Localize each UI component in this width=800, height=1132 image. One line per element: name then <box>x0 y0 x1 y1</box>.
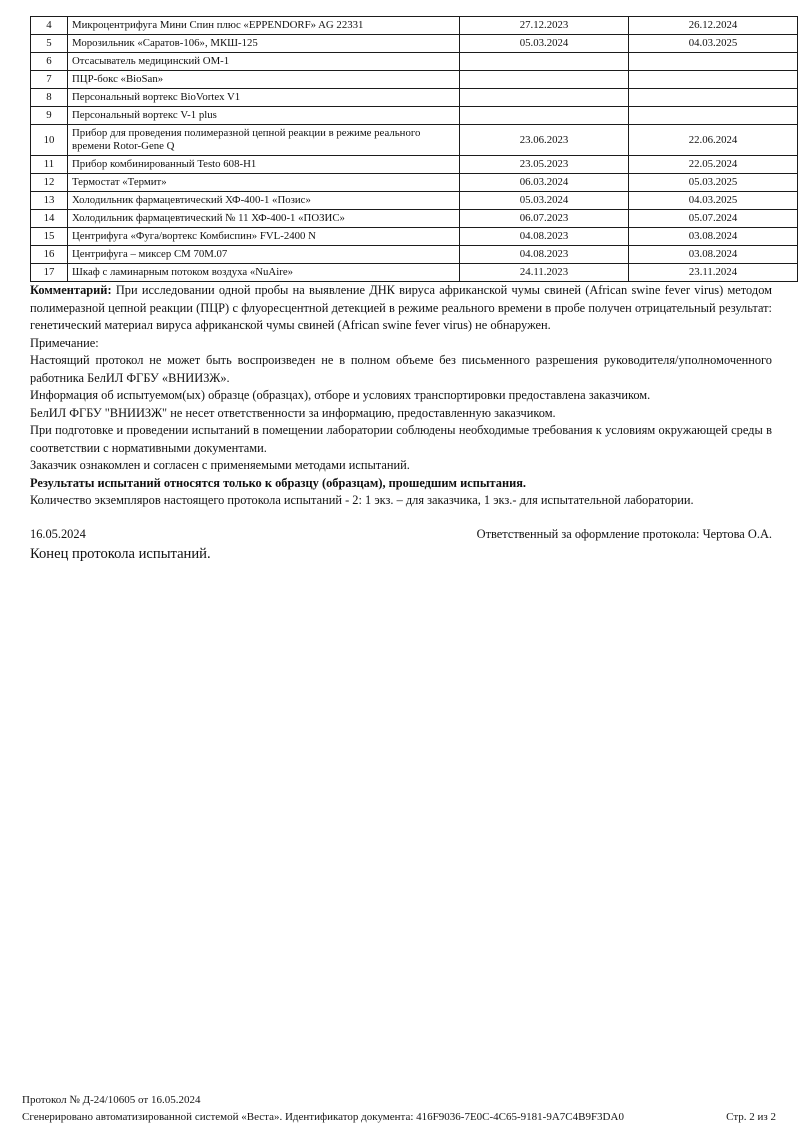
comment-paragraph <box>30 282 772 335</box>
row-number-cell: 13 <box>31 192 68 210</box>
note-paragraph: Настоящий протокол не может быть воспроизведен не в полном объеме без письменного разрешения руководителя/уполномоченного работника БелИЛ ФГБУ «ВНИИЗЖ». <box>30 353 772 385</box>
note-paragraph: БелИЛ ФГБУ "ВНИИЗЖ" не несет ответственности за информацию, предоставленную заказчиком. <box>30 405 556 420</box>
table-row <box>31 89 798 107</box>
equipment-name-cell: Шкаф с ламинарным потоком воздуха «NuAire» <box>68 264 460 282</box>
note-copies-line: Количество экземпляров настоящего протокола испытаний - 2: 1 экз. – для заказчика, 1 экз.- для испытательной лаборатории. <box>30 493 694 507</box>
verification-date-cell: 06.07.2023 <box>460 210 629 228</box>
equipment-name-cell: Персональный вортекс BioVortex V1 <box>68 89 460 107</box>
row-number-cell: 11 <box>31 156 68 174</box>
table-row <box>31 228 798 246</box>
valid-until-date-cell <box>629 89 798 107</box>
footer-generated-id: Сгенерировано автоматизированной системой «Веста». Идентификатор документа: 416F9036-7E0C-4C65-9181-9A7C4B9F3DA0 <box>22 1111 624 1123</box>
comment-label: Комментарий: <box>30 283 112 297</box>
row-number-cell: 16 <box>31 246 68 264</box>
end-of-protocol-line: Конец протокола испытаний. <box>30 546 211 562</box>
comment-text: При исследовании одной пробы на выявление ДНК вируса африканской чумы свиней (African swine fever virus) методом полимеразной цепной реакции (ПЦР) с флуоресцентной детекцией в режиме реального времени в пробе получен отрицательный результат: генетический материал вируса африканской чумы свиней (African swine fever virus) не обнаружен. <box>30 283 772 332</box>
note-paragraph: Заказчик ознакомлен и согласен с применяемыми методами испытаний. <box>30 458 410 472</box>
verification-date-cell: 27.12.2023 <box>460 17 629 35</box>
verification-date-cell <box>460 53 629 71</box>
table-row <box>31 192 798 210</box>
valid-until-date-cell: 22.05.2024 <box>629 156 798 174</box>
equipment-name-cell: ПЦР-бокс «BioSan» <box>68 71 460 89</box>
valid-until-date-cell: 05.07.2024 <box>629 210 798 228</box>
valid-until-date-cell: 03.08.2024 <box>629 228 798 246</box>
verification-date-cell <box>460 107 629 125</box>
valid-until-date-cell: 26.12.2024 <box>629 17 798 35</box>
table-row <box>31 264 798 282</box>
table-row <box>31 107 798 125</box>
note-paragraph: Информация об испытуемом(ых) образце (образцах), отборе и условиях транспортировки предоставлена заказчиком. <box>30 388 651 402</box>
row-number-cell: 6 <box>31 53 68 71</box>
equipment-name-cell: Центрифуга «Фуга/вортекс Комбиспин» FVL-2400 N <box>68 228 460 246</box>
equipment-name-cell: Морозильник «Саратов-106», МКШ-125 <box>68 35 460 53</box>
table-row <box>31 156 798 174</box>
table-row <box>31 17 798 35</box>
verification-date-cell: 04.08.2023 <box>460 228 629 246</box>
table-row <box>31 71 798 89</box>
equipment-name-cell: Прибор комбинированный Testo 608-Н1 <box>68 156 460 174</box>
row-number-cell: 14 <box>31 210 68 228</box>
page-footer <box>22 1093 776 1124</box>
row-number-cell: 12 <box>31 174 68 192</box>
document-body <box>30 282 772 564</box>
verification-date-cell <box>460 71 629 89</box>
row-number-cell: 7 <box>31 71 68 89</box>
table-row <box>31 246 798 264</box>
valid-until-date-cell: 22.06.2024 <box>629 125 798 156</box>
valid-until-date-cell: 03.08.2024 <box>629 246 798 264</box>
table-row <box>31 174 798 192</box>
equipment-name-cell: Термостат «Термит» <box>68 174 460 192</box>
verification-date-cell: 23.05.2023 <box>460 156 629 174</box>
signature-row <box>30 526 772 544</box>
verification-date-cell <box>460 89 629 107</box>
footer-page-number: Стр. 2 из 2 <box>726 1111 776 1123</box>
row-number-cell: 4 <box>31 17 68 35</box>
row-number-cell: 17 <box>31 264 68 282</box>
valid-until-date-cell <box>629 53 798 71</box>
row-number-cell: 8 <box>31 89 68 107</box>
valid-until-date-cell: 05.03.2025 <box>629 174 798 192</box>
valid-until-date-cell: 04.03.2025 <box>629 192 798 210</box>
valid-until-date-cell: 23.11.2024 <box>629 264 798 282</box>
table-row <box>31 125 798 156</box>
verification-date-cell: 23.06.2023 <box>460 125 629 156</box>
table-row <box>31 210 798 228</box>
row-number-cell: 9 <box>31 107 68 125</box>
verification-date-cell: 05.03.2024 <box>460 35 629 53</box>
equipment-name-cell: Холодильник фармацевтический № 11 ХФ-400-1 «ПОЗИС» <box>68 210 460 228</box>
valid-until-date-cell <box>629 71 798 89</box>
equipment-name-cell: Холодильник фармацевтический ХФ-400-1 «Позис» <box>68 192 460 210</box>
equipment-name-cell: Отсасыватель медицинский ОМ-1 <box>68 53 460 71</box>
protocol-date: 16.05.2024 <box>30 526 86 541</box>
equipment-name-cell: Прибор для проведения полимеразной цепной реакции в режиме реального времени Rotor-Gene Q <box>68 125 460 156</box>
verification-date-cell: 06.03.2024 <box>460 174 629 192</box>
footer-protocol-number: Протокол № Д-24/10605 от 16.05.2024 <box>22 1094 201 1106</box>
table-row <box>31 53 798 71</box>
responsible-person: Ответственный за оформление протокола: Чертова О.А. <box>476 526 772 541</box>
note-paragraph: При подготовке и проведении испытаний в помещении лаборатории соблюдены необходимые требования к условиям окружающей среды в соответствии с нормативными документами. <box>30 423 772 455</box>
equipment-table <box>30 16 798 282</box>
valid-until-date-cell: 04.03.2025 <box>629 35 798 53</box>
note-results-bold-line: Результаты испытаний относятся только к образцу (образцам), прошедшим испытания. <box>30 475 527 490</box>
verification-date-cell: 05.03.2024 <box>460 192 629 210</box>
valid-until-date-cell <box>629 107 798 125</box>
equipment-name-cell: Микроцентрифуга Мини Спин плюс «EPPENDORF» AG 22331 <box>68 17 460 35</box>
equipment-name-cell: Центрифуга – миксер СМ 70М.07 <box>68 246 460 264</box>
row-number-cell: 5 <box>31 35 68 53</box>
equipment-name-cell: Персональный вортекс V-1 plus <box>68 107 460 125</box>
row-number-cell: 10 <box>31 125 68 156</box>
verification-date-cell: 24.11.2023 <box>460 264 629 282</box>
table-row <box>31 35 798 53</box>
verification-date-cell: 04.08.2023 <box>460 246 629 264</box>
note-title: Примечание: <box>30 335 99 350</box>
row-number-cell: 15 <box>31 228 68 246</box>
